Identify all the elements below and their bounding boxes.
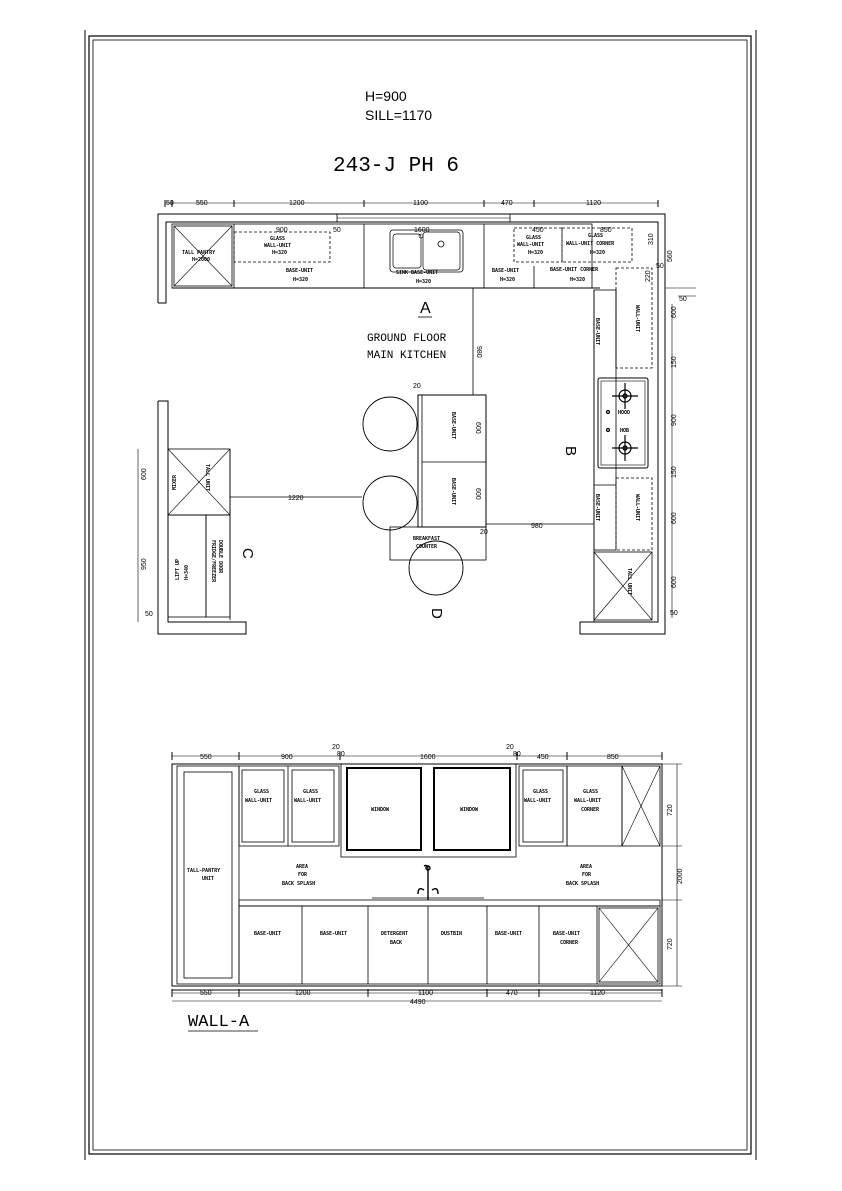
island-base-unit-1: BASE-UNIT bbox=[450, 412, 456, 440]
elev-dim-1600: 1600 bbox=[420, 754, 436, 761]
wall-c-marker: C bbox=[239, 548, 256, 559]
elev-base-2: BASE-UNIT bbox=[320, 931, 348, 937]
elev-tall-pantry-2: UNIT bbox=[202, 876, 215, 882]
stool-2 bbox=[363, 476, 417, 530]
glass-wall-right-1: GLASS bbox=[526, 235, 542, 241]
elev-detergent-2: BACK bbox=[390, 940, 403, 946]
plan-right-dim-600a: 600 bbox=[671, 306, 678, 318]
backsplash-left-3: BACK SPLASH bbox=[282, 881, 316, 887]
glass-wall-left-2: WALL-UNIT bbox=[264, 243, 292, 249]
plan-right-dim-150a: 150 bbox=[671, 356, 678, 368]
mixer-label: MIXER bbox=[172, 474, 178, 490]
elev-window-2: WINDOW bbox=[460, 807, 479, 813]
elev-dim-850: 850 bbox=[607, 754, 619, 761]
elev-base-1: BASE-UNIT bbox=[254, 931, 282, 937]
elev-glass-4a: GLASS bbox=[583, 789, 599, 795]
elev-detergent-1: DETERGENT bbox=[381, 931, 409, 937]
plan-dim-900: 900 bbox=[276, 227, 288, 234]
plan-dim-50: 50 bbox=[166, 200, 174, 207]
base-unit-left: BASE-UNIT bbox=[286, 268, 314, 274]
glass-wall-left-h: H=320 bbox=[272, 250, 288, 256]
elev-window-1: WINDOW bbox=[371, 807, 390, 813]
elevation-title: WALL-A bbox=[188, 1013, 250, 1032]
hood-label: HOOD bbox=[618, 410, 631, 416]
elev-bottom-550: 550 bbox=[200, 990, 212, 997]
plan-dim-1120: 1120 bbox=[586, 200, 602, 207]
plan-right-dim-600c: 600 bbox=[671, 576, 678, 588]
elev-right-dim-720a: 720 bbox=[667, 804, 674, 816]
elev-dim-20b: 20 bbox=[506, 744, 514, 751]
base-corner-h: H=320 bbox=[570, 277, 586, 283]
plan-dim-980-horizontal: 980 bbox=[531, 523, 543, 530]
backsplash-right-2: FOR bbox=[582, 872, 592, 878]
sill-note: SILL=1170 bbox=[365, 107, 433, 123]
elev-right-dim-2000: 2000 bbox=[677, 868, 684, 884]
faucet-icon bbox=[418, 866, 438, 901]
stool-1 bbox=[363, 397, 417, 451]
tall-pantry-label: TALL PANTRY bbox=[182, 250, 216, 256]
tall-unit-b: TALL UNIT bbox=[626, 568, 632, 596]
plan-dim-850: 850 bbox=[600, 227, 612, 234]
glass-corner-h: H=320 bbox=[590, 250, 606, 256]
elev-base-3: BASE-UNIT bbox=[495, 931, 523, 937]
plan-dim-50b: 50 bbox=[656, 263, 664, 270]
plan-left-dim-50: 50 bbox=[145, 611, 153, 618]
plan-dim-20: 20 bbox=[413, 383, 421, 390]
double-door-label: DOUBLE DOOR bbox=[217, 540, 223, 574]
backsplash-left-1: AREA bbox=[296, 864, 309, 870]
glass-wall-left-1: GLASS bbox=[270, 236, 286, 242]
plan-left-dim-950: 950 bbox=[141, 558, 148, 570]
room-label-line2: MAIN KITCHEN bbox=[367, 350, 447, 362]
elev-glass-2b: WALL-UNIT bbox=[294, 798, 322, 804]
elev-dustbin: DUSTBIN bbox=[441, 931, 463, 937]
elev-glass-1b: WALL-UNIT bbox=[245, 798, 273, 804]
plan-left-dim-600: 600 bbox=[141, 468, 148, 480]
elev-glass-1a: GLASS bbox=[254, 789, 270, 795]
backsplash-right-3: BACK SPLASH bbox=[566, 881, 600, 887]
glass-corner-1: GLASS bbox=[588, 233, 604, 239]
plan-dim-1600: 1600 bbox=[414, 227, 430, 234]
plan-dim-550: 550 bbox=[196, 200, 208, 207]
tall-unit-c: TALL UNIT bbox=[204, 464, 210, 492]
elev-dim-450: 450 bbox=[537, 754, 549, 761]
wall-unit-b-top: WALL-UNIT bbox=[634, 305, 640, 333]
elev-bottom-1120: 1120 bbox=[590, 990, 606, 997]
wall-unit-b-bottom: WALL-UNIT bbox=[634, 494, 640, 522]
base-unit-mid-h: H=320 bbox=[500, 277, 516, 283]
island-base-unit-2: BASE-UNIT bbox=[450, 478, 456, 506]
base-unit-mid: BASE-UNIT bbox=[492, 268, 520, 274]
elev-tall-pantry-1: TALL-PANTRY bbox=[187, 868, 221, 874]
drawing-title: 243-J PH 6 bbox=[333, 155, 460, 178]
elev-dim-80a: 80 bbox=[337, 751, 345, 758]
elev-total-width: 4490 bbox=[410, 999, 426, 1006]
base-unit-b-bottom: BASE-UNIT bbox=[594, 494, 600, 522]
elev-right-dim-720b: 720 bbox=[667, 938, 674, 950]
elev-glass-3a: GLASS bbox=[533, 789, 549, 795]
plan-right-dim-50: 50 bbox=[670, 610, 678, 617]
plan-dim-20b: 20 bbox=[480, 529, 488, 536]
elev-glass-4b: WALL-UNIT bbox=[574, 798, 602, 804]
glass-corner-2: WALL-UNIT CORNER bbox=[566, 241, 615, 247]
counter-label: COUNTER bbox=[416, 544, 438, 550]
plan-dim-1220: 1220 bbox=[288, 495, 304, 502]
sink-base-h: H=320 bbox=[416, 279, 432, 285]
plan-right-dim-600b: 600 bbox=[671, 512, 678, 524]
elev-glass-4c: CORNER bbox=[581, 807, 600, 813]
elev-glass-3b: WALL-UNIT bbox=[524, 798, 552, 804]
elev-bottom-1100: 1100 bbox=[418, 990, 434, 997]
elev-dim-20a: 20 bbox=[332, 744, 340, 751]
plan-dim-220: 220 bbox=[645, 270, 652, 282]
wall-d-marker: D bbox=[428, 608, 445, 619]
plan-dim-310: 310 bbox=[648, 233, 655, 245]
wall-a-marker: A bbox=[420, 300, 431, 317]
wall-b-marker: B bbox=[562, 446, 579, 457]
island-dim-600a: 600 bbox=[474, 422, 481, 434]
hob-label: HOB bbox=[620, 428, 630, 434]
elev-dim-900: 900 bbox=[281, 754, 293, 761]
plan-dim-50c: 50 bbox=[679, 296, 687, 303]
elev-bottom-1200: 1200 bbox=[295, 990, 311, 997]
wall-a-elevation bbox=[172, 744, 684, 1032]
breakfast-label: BREAKFAST bbox=[413, 536, 441, 542]
elev-bottom-470: 470 bbox=[506, 990, 518, 997]
elev-glass-2a: GLASS bbox=[303, 789, 319, 795]
plan-right-dim-150b: 150 bbox=[671, 466, 678, 478]
tall-pantry-height: H=2000 bbox=[192, 257, 211, 263]
elev-dim-80b: 80 bbox=[513, 751, 521, 758]
base-corner-label: BASE-UNIT CORNER bbox=[550, 267, 599, 273]
plan-dim-560: 560 bbox=[667, 250, 674, 262]
plan-dim-470: 470 bbox=[501, 200, 513, 207]
sink-base-label: SINK BASE-UNIT bbox=[396, 270, 439, 276]
kitchen-plan bbox=[138, 200, 696, 634]
elev-dim-550: 550 bbox=[200, 754, 212, 761]
backsplash-right-1: AREA bbox=[580, 864, 593, 870]
elev-base-corner-1: BASE-UNIT bbox=[553, 931, 581, 937]
lift-up-label: LIFT UP bbox=[175, 558, 181, 580]
elev-base-corner-2: CORNER bbox=[560, 940, 579, 946]
room-label-line1: GROUND FLOOR bbox=[367, 333, 447, 345]
plan-dim-50a: 50 bbox=[333, 227, 341, 234]
height-note: H=900 bbox=[365, 88, 407, 104]
fridge-label: FRIDGE/FREEZER bbox=[210, 540, 216, 583]
plan-dim-1200: 1200 bbox=[289, 200, 305, 207]
plan-right-dim-900: 900 bbox=[671, 414, 678, 426]
glass-wall-right-2: WALL-UNIT bbox=[517, 242, 545, 248]
backsplash-left-2: FOR bbox=[298, 872, 308, 878]
plan-dim-1100: 1100 bbox=[413, 200, 429, 207]
plan-dim-450: 450 bbox=[532, 227, 544, 234]
glass-wall-right-h: H=320 bbox=[528, 250, 544, 256]
lift-up-h: H=340 bbox=[184, 564, 190, 580]
island-dim-600b: 600 bbox=[474, 488, 481, 500]
plan-dim-980-vertical: 980 bbox=[475, 346, 482, 358]
base-unit-b-top: BASE-UNIT bbox=[594, 318, 600, 346]
base-unit-left-h: H=320 bbox=[293, 277, 309, 283]
